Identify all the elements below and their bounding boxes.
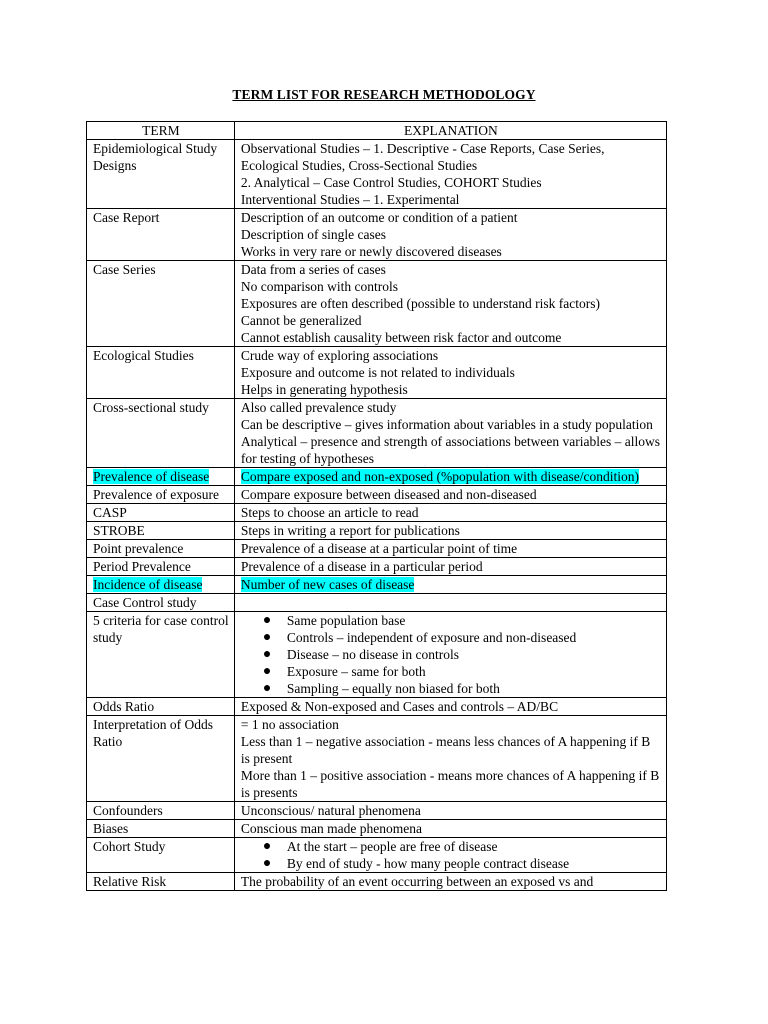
explanation-text: Exposures are often described (possible to understand risk factors) (240, 296, 601, 311)
term-cell (87, 838, 235, 873)
term-label: STROBE (93, 523, 145, 538)
term-cell (87, 802, 235, 820)
explanation-line (241, 416, 661, 433)
term-column-header: TERM (87, 122, 235, 140)
explanation-text: Description of single cases (240, 227, 386, 242)
explanation-line (241, 802, 661, 819)
explanation-line (241, 698, 661, 715)
explanation-text: More than 1 – positive association - means more chances of A happening if B is presents (240, 768, 660, 800)
explanation-cell (234, 594, 666, 612)
explanation-cell (234, 838, 666, 873)
term-label: Epidemiological Study Designs (93, 141, 218, 173)
term-cell (87, 698, 235, 716)
explanation-text: Cannot establish causality between risk factor and outcome (240, 330, 562, 345)
explanation-line (241, 767, 661, 801)
explanation-line (241, 140, 661, 174)
term-cell (87, 504, 235, 522)
term-label: Odds Ratio (93, 699, 155, 714)
term-label: 5 criteria for case control study (93, 613, 229, 645)
table-row (87, 504, 667, 522)
term-cell (87, 716, 235, 802)
term-label: Cross-sectional study (93, 400, 209, 415)
explanation-text: Less than 1 – negative association - means less chances of A happening if B is present (240, 734, 651, 766)
bullet-item: ● By end of study - how many people contract disease (241, 855, 661, 872)
explanation-cell (234, 716, 666, 802)
table-row (87, 261, 667, 347)
explanation-cell (234, 140, 666, 209)
term-label: Prevalence of disease (93, 469, 210, 484)
term-label: Ecological Studies (93, 348, 194, 363)
explanation-cell (234, 576, 666, 594)
term-cell (87, 140, 235, 209)
term-label: Cohort Study (93, 839, 166, 854)
term-label: Prevalence of exposure (93, 487, 219, 502)
term-cell (87, 873, 235, 891)
term-label: Relative Risk (93, 874, 167, 889)
explanation-line (241, 191, 661, 208)
explanation-text: The probability of an event occurring between an exposed vs and (240, 874, 594, 889)
term-label: Point prevalence (93, 541, 184, 556)
table-row (87, 838, 667, 873)
bullet-list (241, 612, 661, 697)
explanation-line (241, 733, 661, 767)
explanation-cell (234, 347, 666, 399)
table-row (87, 802, 667, 820)
term-label: Case Control study (93, 595, 197, 610)
table-row (87, 399, 667, 468)
explanation-cell (234, 873, 666, 891)
explanation-text: Cannot be generalized (240, 313, 362, 328)
explanation-cell (234, 558, 666, 576)
explanation-line (241, 468, 661, 485)
table-row (87, 698, 667, 716)
explanation-cell (234, 468, 666, 486)
table-header-row (87, 122, 667, 140)
explanation-text: Compare exposure between diseased and non-diseased (240, 487, 537, 502)
explanation-line (241, 504, 661, 521)
explanation-cell (234, 540, 666, 558)
term-cell (87, 820, 235, 838)
explanation-line (241, 486, 661, 503)
table-row (87, 522, 667, 540)
explanation-text: Conscious man made phenomena (240, 821, 422, 836)
explanation-cell (234, 209, 666, 261)
explanation-text: Description of an outcome or condition of a patient (240, 210, 518, 225)
table-row (87, 612, 667, 698)
explanation-text: Unconscious/ natural phenomena (240, 803, 421, 818)
explanation-line (241, 174, 661, 191)
explanation-text: Exposure and outcome is not related to individuals (240, 365, 515, 380)
explanation-cell (234, 820, 666, 838)
explanation-text: Number of new cases of disease (240, 577, 415, 592)
explanation-text: Works in very rare or newly discovered diseases (240, 244, 502, 259)
explanation-line (241, 820, 661, 837)
explanation-text: Analytical – presence and strength of associations between variables – allows for testing of hypotheses (240, 434, 660, 466)
table-row (87, 873, 667, 891)
term-cell (87, 576, 235, 594)
explanation-text: Helps in generating hypothesis (240, 382, 408, 397)
bullet-item: ● Exposure – same for both (241, 663, 661, 680)
explanation-text: Data from a series of cases (240, 262, 386, 277)
table-body (87, 140, 667, 891)
explanation-line (241, 716, 661, 733)
term-table (86, 121, 667, 891)
explanation-column-header: EXPLANATION (234, 122, 666, 140)
table-row (87, 140, 667, 209)
explanation-text: Observational Studies – 1. Descriptive - Case Reports, Case Series, Ecological Studies, Cross-Sectional Studies (240, 141, 605, 173)
term-label: CASP (93, 505, 127, 520)
term-cell (87, 347, 235, 399)
table-row (87, 347, 667, 399)
term-label: Period Prevalence (93, 559, 191, 574)
explanation-line (241, 226, 661, 243)
bullet-item: ● Same population base (241, 612, 661, 629)
table-row (87, 486, 667, 504)
term-cell (87, 522, 235, 540)
explanation-line (241, 364, 661, 381)
explanation-cell (234, 802, 666, 820)
bullet-item: ● Disease – no disease in controls (241, 646, 661, 663)
explanation-text: Also called prevalence study (240, 400, 397, 415)
explanation-line (241, 329, 661, 346)
explanation-line (241, 312, 661, 329)
table-row (87, 209, 667, 261)
explanation-line (241, 347, 661, 364)
explanation-line (241, 399, 661, 416)
table-row (87, 558, 667, 576)
explanation-text: Exposed & Non-exposed and Cases and controls – AD/BC (240, 699, 559, 714)
explanation-text: No comparison with controls (240, 279, 398, 294)
explanation-line (241, 522, 661, 539)
explanation-line (241, 295, 661, 312)
table-row (87, 594, 667, 612)
term-label: Biases (93, 821, 129, 836)
term-label: Case Report (93, 210, 160, 225)
explanation-cell (234, 612, 666, 698)
explanation-line (241, 558, 661, 575)
term-cell (87, 612, 235, 698)
bullet-item: ● At the start – people are free of disease (241, 838, 661, 855)
term-label: Incidence of disease (93, 577, 203, 592)
explanation-text: Can be descriptive – gives information about variables in a study population (240, 417, 653, 432)
document-title: TERM LIST FOR RESEARCH METHODOLOGY (232, 87, 536, 102)
term-cell (87, 540, 235, 558)
explanation-line (241, 433, 661, 467)
term-cell (87, 399, 235, 468)
explanation-cell (234, 399, 666, 468)
table-row (87, 576, 667, 594)
explanation-text: Interventional Studies – 1. Experimental (240, 192, 460, 207)
explanation-text: Prevalence of a disease at a particular point of time (240, 541, 518, 556)
explanation-line (241, 576, 661, 593)
table-row (87, 468, 667, 486)
explanation-cell (234, 504, 666, 522)
explanation-line (241, 243, 661, 260)
explanation-line (241, 873, 661, 890)
explanation-cell (234, 698, 666, 716)
term-label: Interpretation of Odds Ratio (93, 717, 213, 749)
explanation-text: Prevalence of a disease in a particular period (240, 559, 483, 574)
explanation-text: Crude way of exploring associations (240, 348, 439, 363)
bullet-item: ● Sampling – equally non biased for both (241, 680, 661, 697)
bullet-item: ● Controls – independent of exposure and non-diseased (241, 629, 661, 646)
explanation-text: Compare exposed and non-exposed (%population with disease/condition) (240, 469, 640, 484)
term-label: Case Series (93, 262, 156, 277)
explanation-text: Steps to choose an article to read (240, 505, 419, 520)
explanation-line (241, 381, 661, 398)
term-cell (87, 558, 235, 576)
table-row (87, 820, 667, 838)
term-cell (87, 594, 235, 612)
explanation-text: 2. Analytical – Case Control Studies, COHORT Studies (240, 175, 542, 190)
term-label: Confounders (93, 803, 163, 818)
explanation-text: = 1 no association (240, 717, 339, 732)
explanation-line (241, 278, 661, 295)
term-cell (87, 486, 235, 504)
term-cell (87, 209, 235, 261)
explanation-cell (234, 522, 666, 540)
bullet-list (241, 838, 661, 872)
term-cell (87, 261, 235, 347)
explanation-cell (234, 486, 666, 504)
term-cell (87, 468, 235, 486)
table-row (87, 540, 667, 558)
explanation-text: Steps in writing a report for publications (240, 523, 460, 538)
explanation-line (241, 540, 661, 557)
table-row (87, 716, 667, 802)
explanation-line (241, 261, 661, 278)
explanation-cell (234, 261, 666, 347)
explanation-line (241, 209, 661, 226)
